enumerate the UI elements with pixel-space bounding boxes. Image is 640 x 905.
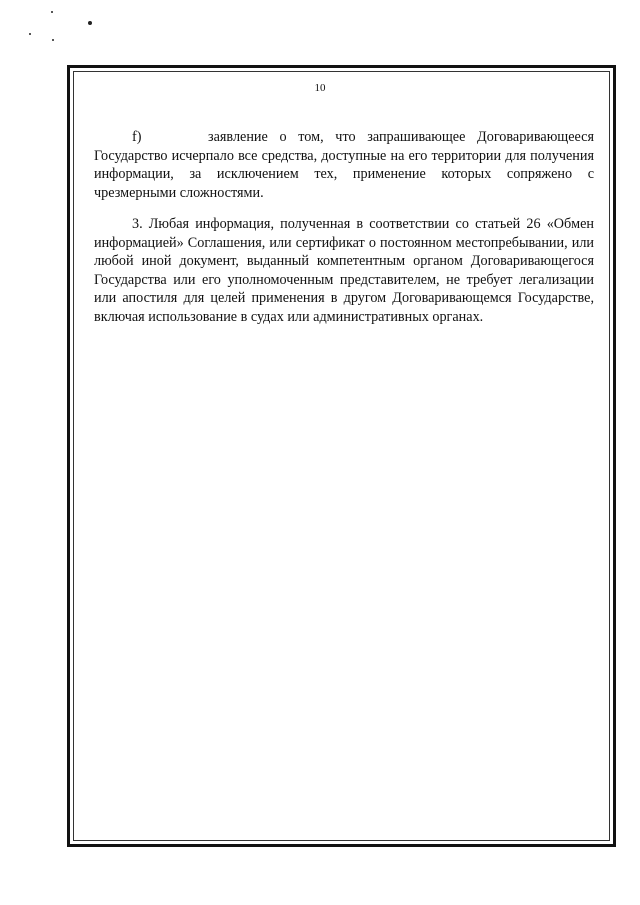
paragraph-3-text: Любая информация, полученная в соответствии со статьей 26 «Обмен информацией» Соглашения, или сертификат о постоянном местопребывании, или любой иной документ, выданный компетентным органом Договаривающегося Государства или его уполномоченным представителем, не требует легализации или апостиля для целей применения в другом Договаривающемся Государстве, включая использование в судах или административных органах. xyxy=(94,216,595,325)
paragraph-f xyxy=(94,128,594,202)
scan-speck xyxy=(88,21,92,25)
scan-speck xyxy=(51,11,53,13)
paragraph-3 xyxy=(94,215,594,327)
paragraph-f-marker: f) xyxy=(132,129,142,145)
page-number: 10 xyxy=(314,82,326,94)
paragraph-f-text: заявление о том, что запрашивающее Договаривающееся Государство исчерпало все средства, доступные на его территории для получения информации, за исключением тех, применение которых сопряжено с чрезмерными сложностями. xyxy=(94,129,594,201)
scan-speck xyxy=(52,39,54,41)
scan-speck xyxy=(29,33,31,35)
paragraph-3-marker: 3. xyxy=(132,216,143,232)
